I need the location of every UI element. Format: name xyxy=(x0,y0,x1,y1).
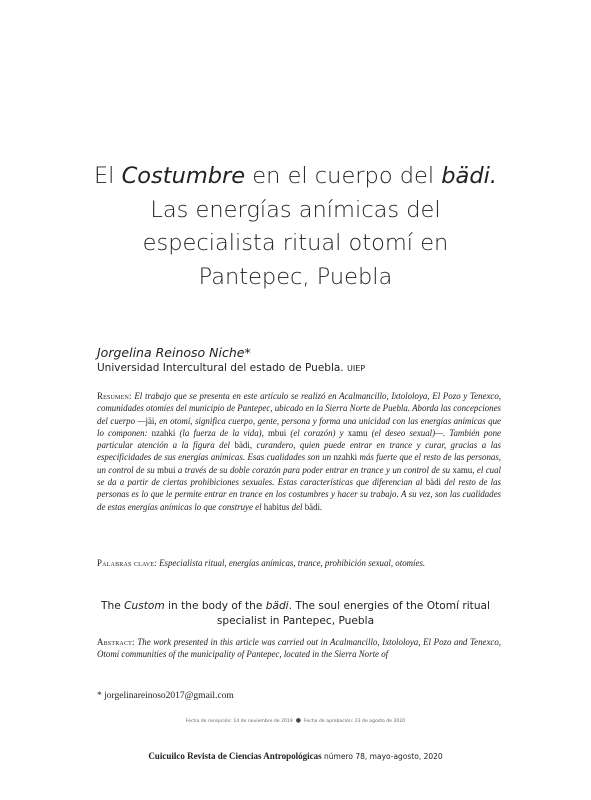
abstract-text: . xyxy=(320,501,323,512)
title-text: El xyxy=(93,163,122,189)
bullet-separator-icon: ● xyxy=(295,717,302,724)
received-date: Fecha de recepción: 14 de noviembre de 2019 xyxy=(185,719,293,724)
keywords-text: Especialista ritual, energías anímicas, trance, prohibición sexual, otomíes. xyxy=(156,558,426,568)
author-block xyxy=(97,345,517,376)
english-title xyxy=(80,599,511,629)
abstract-text: , en otomí, significa cuerpo, gente, persona y forma una unicidad con las energías anímicas que lo componen: xyxy=(97,415,501,438)
abstract-text: del xyxy=(289,501,305,512)
affiliation-abbr: UIEP xyxy=(347,364,366,373)
author-email-footnote: * jorgelinareinoso2017@gmail.com xyxy=(97,691,234,701)
en-title-emphasis: Custom xyxy=(124,600,165,612)
title-line-4: Pantepec, Puebla xyxy=(198,263,393,290)
author-affiliation xyxy=(97,361,517,376)
otomi-term: nzahki xyxy=(333,452,358,463)
affiliation-text: Universidad Intercultural del estado de Puebla. xyxy=(97,362,344,374)
en-title-line-1 xyxy=(80,599,511,614)
abstract-text: (el deseo sexual)—. También pone particular atención a la figura del xyxy=(97,427,501,451)
otomi-term: mbui xyxy=(268,427,287,438)
en-abstract-text: The work presented in this article was carried out in Acalmancillo, Ixtololoya, El Pozo and Tenexco, Otomí communities of the municipality of Pantepec, located in the Sierra Norte of xyxy=(97,637,501,660)
approved-date: Fecha de aprobación: 23 de agosto de 2020 xyxy=(304,719,406,724)
en-title-text: . The soul energies of the Otomí ritual xyxy=(288,600,490,612)
journal-name: Cuicuilco Revista de Ciencias Antropológicas xyxy=(148,751,322,761)
journal-footer xyxy=(0,746,591,764)
otomi-term: habitus xyxy=(263,501,290,512)
article-title xyxy=(60,160,531,294)
abstract-text: (el corazón) y xyxy=(286,427,348,438)
journal-issue: número 78, mayo-agosto, 2020 xyxy=(321,752,443,761)
title-emphasis: Costumbre xyxy=(121,163,246,189)
title-line-1 xyxy=(60,160,531,194)
en-title-text: The xyxy=(101,600,125,612)
abstract-text: del resto de las personas es lo que le permite entrar en trance en los costumbres y hacer su trabajo. A su vez, son las cualidades de estas energías anímicas lo que construye el xyxy=(97,477,502,512)
otomi-term: bädi xyxy=(234,440,250,451)
en-abstract-label: Abstract: xyxy=(97,637,135,647)
english-abstract xyxy=(97,636,501,661)
abstract-text: El trabajo que se presenta en este artículo se realizó en Acalmancillo, Ixtololoya, El Pozo y Tenexco, comunidades otomíes del municipio de Pantepec, ubicado en la Sierra Norte de Puebla. Aborda las concepciones del cuerpo — xyxy=(97,391,501,426)
title-text: en el cuerpo del xyxy=(245,163,442,189)
otomi-term: jäi xyxy=(145,415,155,426)
keywords-label: Palabras clave: xyxy=(97,558,157,568)
title-emphasis: bädi. xyxy=(441,163,498,189)
abstract-text: , el cual se da a partir de ciertas prohibiciones sexuales. Estas características que diferencian al xyxy=(97,464,502,488)
en-title-emphasis: bädi xyxy=(265,600,289,612)
otomi-term: xamu xyxy=(347,427,368,438)
en-title-text: in the body of the xyxy=(164,600,266,612)
otomi-term: mbui xyxy=(157,464,176,475)
author-name: Jorgelina Reinoso Niche* xyxy=(97,345,251,360)
abstract-text: más fuerte que el resto de las personas, un control de su xyxy=(97,452,501,475)
otomi-term: nzahki xyxy=(151,427,176,438)
spanish-abstract xyxy=(97,390,501,513)
keywords xyxy=(97,557,501,569)
en-title-line-2: specialist in Pantepec, Puebla xyxy=(216,615,375,627)
abstract-label: Resumen: xyxy=(97,391,132,401)
title-line-2: Las energías anímicas del xyxy=(150,196,441,223)
otomi-term: xamu xyxy=(452,464,473,475)
abstract-text: , curandero, quien puede entrar en trance y curar, gracias a las especificidades de sus energías anímicas. Esas cualidades son un xyxy=(97,440,502,463)
abstract-text: a través de su doble corazón para poder entrar en trance y un control de su xyxy=(175,464,453,475)
otomi-term: bädi xyxy=(304,501,320,512)
otomi-term: bädi xyxy=(425,477,442,488)
abstract-text: (la fuerza de la vida), xyxy=(175,427,268,438)
submission-dates xyxy=(0,717,591,724)
title-line-3: especialista ritual otomí en xyxy=(142,230,449,256)
